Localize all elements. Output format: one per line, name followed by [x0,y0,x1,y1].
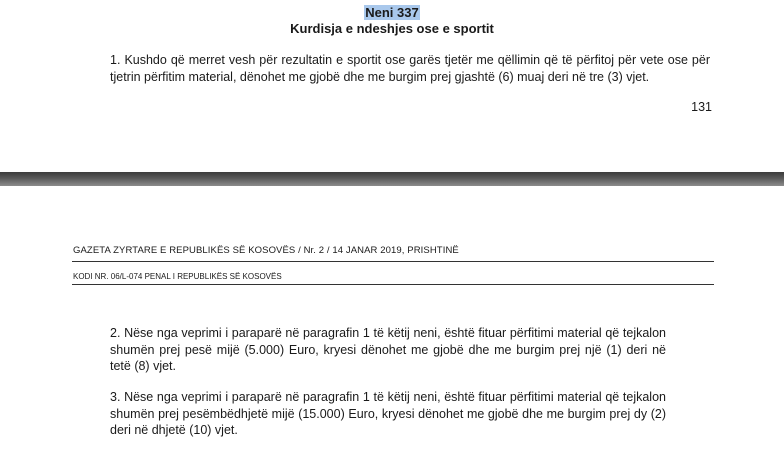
page-number: 131 [691,100,712,114]
article-number [0,5,784,21]
article-number-text: Neni 337 [365,5,419,20]
paragraph-3: 3. Nëse nga veprimi i paraparë në paragrafin 1 të këtij neni, është fituar përfitimi material që tejkalon shumën prej pesëmbëdhjetë mijë (15.000) Euro, kryesi dënohet me gjobë dhe me burgim prej dy (2) deri në dhjetë (10) vjet. [110,390,666,437]
header-rule [72,261,714,262]
page-separator [0,172,784,186]
subheader-rule [72,284,714,285]
paragraph-1: 1. Kushdo që merret vesh për rezultatin e sportit ose garës tjetër me qëllimin që të përfitoj për vete ose për tjetrin përfitim material, dënohet me gjobë dhe me burgim prej gjashtë (6) muaj deri në tre (3) vjet. [110,53,710,84]
gazette-header: GAZETA ZYRTARE E REPUBLIKËS SË KOSOVËS / Nr. 2 / 14 JANAR 2019, PRISHTINË [73,245,459,256]
paragraph-2: 2. Nëse nga veprimi i paraparë në paragrafin 1 të këtij neni, është fituar përfitimi material që tejkalon shumën prej pesë mijë (5.000) Euro, kryesi dënohet me gjobë dhe me burgim prej një (1) deri në tetë (8) vjet. [110,326,666,373]
article-title: Kurdisja e ndeshjes ose e sportit [290,21,494,36]
code-header: KODI NR. 06/L-074 PENAL I REPUBLIKËS SË KOSOVËS [73,272,282,281]
